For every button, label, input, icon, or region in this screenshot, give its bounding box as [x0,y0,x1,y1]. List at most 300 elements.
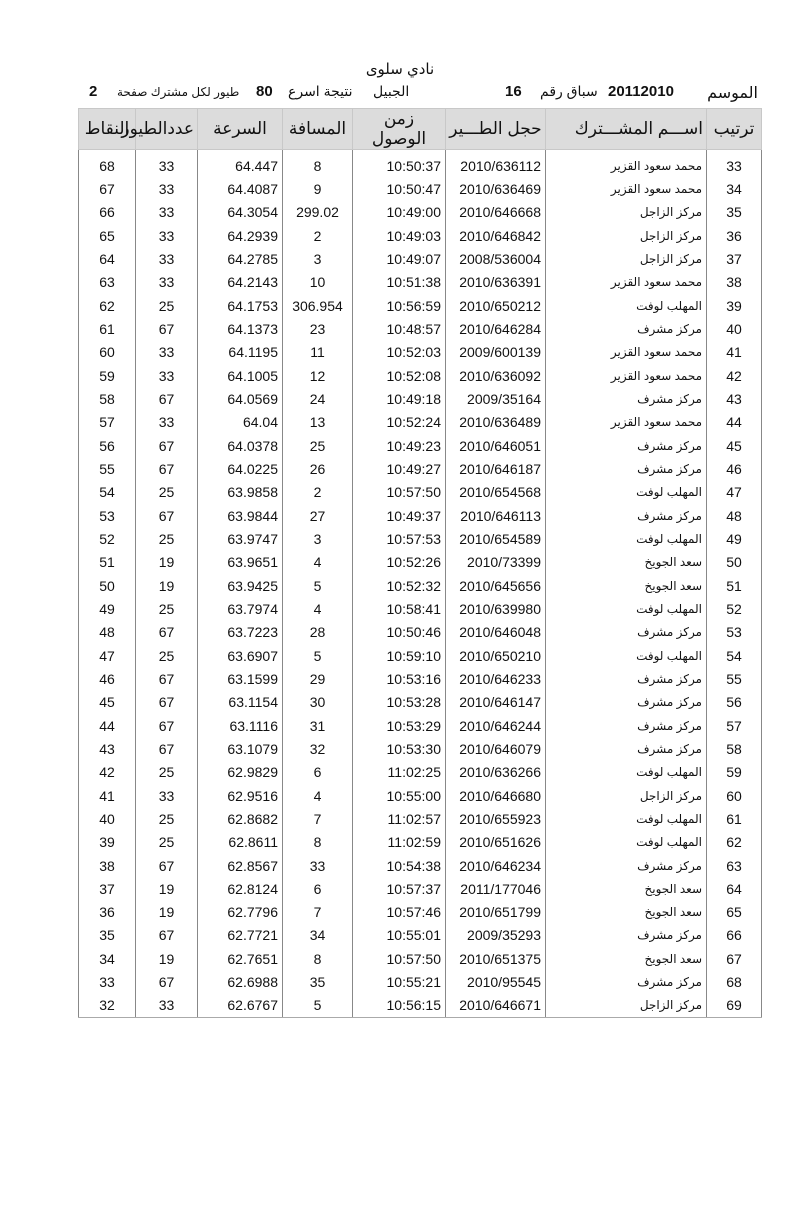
cell-distance: 4 [283,551,353,574]
cell-distance: 8 [283,947,353,970]
cell-points: 47 [79,644,136,667]
table-row [79,644,762,667]
table-row [79,387,762,410]
cell-ring-number: 2010/646079 [446,737,546,760]
cell-rank: 51 [707,574,762,597]
cell-arrival-time: 11:02:25 [353,761,446,784]
cell-speed: 62.7796 [198,901,283,924]
cell-speed: 63.6907 [198,644,283,667]
cell-rank: 48 [707,504,762,527]
cell-distance: 5 [283,644,353,667]
cell-arrival-time: 10:59:10 [353,644,446,667]
cell-ring-number: 2010/646147 [446,691,546,714]
table-row [79,947,762,970]
cell-points: 37 [79,877,136,900]
cell-rank: 61 [707,807,762,830]
cell-arrival-time: 10:52:32 [353,574,446,597]
cell-ring-number: 2010/639980 [446,597,546,620]
cell-points: 32 [79,994,136,1018]
cell-points: 66 [79,201,136,224]
cell-arrival-time: 10:57:50 [353,481,446,504]
cell-participant-name: المهلب لوفت [546,597,707,620]
cell-rank: 69 [707,994,762,1018]
table-row [79,294,762,317]
cell-distance: 4 [283,784,353,807]
cell-distance: 8 [283,831,353,854]
cell-distance: 5 [283,574,353,597]
cell-distance: 12 [283,364,353,387]
cell-bird-count: 67 [136,924,198,947]
cell-ring-number: 2010/650212 [446,294,546,317]
cell-arrival-time: 10:57:50 [353,947,446,970]
cell-bird-count: 25 [136,761,198,784]
cell-bird-count: 67 [136,667,198,690]
cell-arrival-time: 10:52:26 [353,551,446,574]
cell-points: 55 [79,457,136,480]
cell-distance: 27 [283,504,353,527]
cell-distance: 25 [283,434,353,457]
cell-bird-count: 67 [136,434,198,457]
race-number: 16 [505,83,522,100]
race-label: سباق رقم [540,83,598,99]
cell-bird-count: 25 [136,807,198,830]
cell-distance: 23 [283,317,353,340]
table-row [79,224,762,247]
cell-participant-name: محمد سعود القزير [546,177,707,200]
cell-bird-count: 67 [136,504,198,527]
cell-points: 63 [79,271,136,294]
cell-participant-name: المهلب لوفت [546,481,707,504]
cell-points: 56 [79,434,136,457]
cell-points: 64 [79,247,136,270]
cell-bird-count: 33 [136,224,198,247]
page-number: 2 [89,83,98,100]
cell-rank: 33 [707,154,762,177]
result-label: نتيجة اسرع [288,83,353,99]
cell-distance: 11 [283,341,353,364]
cell-ring-number: 2010/646680 [446,784,546,807]
cell-speed: 64.0569 [198,387,283,410]
cell-speed: 62.8611 [198,831,283,854]
cell-participant-name: مركز مشرف [546,737,707,760]
cell-rank: 43 [707,387,762,410]
cell-rank: 49 [707,527,762,550]
cell-arrival-time: 10:57:37 [353,877,446,900]
cell-speed: 62.9829 [198,761,283,784]
cell-ring-number: 2010/646233 [446,667,546,690]
cell-arrival-time: 10:49:07 [353,247,446,270]
cell-speed: 63.9651 [198,551,283,574]
cell-ring-number: 2010/636489 [446,411,546,434]
cell-bird-count: 25 [136,644,198,667]
cell-arrival-time: 10:57:46 [353,901,446,924]
cell-speed: 62.9516 [198,784,283,807]
cell-rank: 52 [707,597,762,620]
cell-points: 39 [79,831,136,854]
cell-participant-name: المهلب لوفت [546,761,707,784]
cell-rank: 64 [707,877,762,900]
cell-participant-name: المهلب لوفت [546,527,707,550]
cell-participant-name: محمد سعود القزير [546,411,707,434]
cell-distance: 7 [283,807,353,830]
table-row [79,411,762,434]
cell-speed: 63.1116 [198,714,283,737]
cell-arrival-time: 10:58:41 [353,597,446,620]
cell-participant-name: سعد الجويخ [546,947,707,970]
cell-speed: 62.6988 [198,970,283,993]
cell-rank: 46 [707,457,762,480]
cell-points: 42 [79,761,136,784]
cell-rank: 63 [707,854,762,877]
cell-points: 59 [79,364,136,387]
cell-rank: 47 [707,481,762,504]
per-participant-label: طيور لكل مشترك صفحة [117,85,240,99]
cell-participant-name: مركز مشرف [546,504,707,527]
cell-points: 43 [79,737,136,760]
table-row [79,784,762,807]
cell-participant-name: محمد سعود القزير [546,341,707,364]
cell-points: 50 [79,574,136,597]
cell-distance: 6 [283,877,353,900]
cell-participant-name: محمد سعود القزير [546,271,707,294]
table-row [79,457,762,480]
cell-ring-number: 2010/646668 [446,201,546,224]
cell-speed: 62.8124 [198,877,283,900]
cell-points: 36 [79,901,136,924]
cell-distance: 2 [283,224,353,247]
col-speed: السرعة [198,109,283,150]
cell-speed: 64.1373 [198,317,283,340]
cell-distance: 32 [283,737,353,760]
cell-participant-name: مركز مشرف [546,691,707,714]
cell-distance: 4 [283,597,353,620]
cell-speed: 62.7651 [198,947,283,970]
table-row [79,527,762,550]
cell-rank: 39 [707,294,762,317]
cell-bird-count: 67 [136,457,198,480]
table-row [79,854,762,877]
cell-arrival-time: 10:49:37 [353,504,446,527]
cell-distance: 29 [283,667,353,690]
cell-bird-count: 67 [136,691,198,714]
cell-participant-name: مركز الزاجل [546,994,707,1018]
cell-ring-number: 2010/651626 [446,831,546,854]
cell-participant-name: المهلب لوفت [546,807,707,830]
col-participant-name: اســـم المشـــترك [546,109,707,150]
cell-points: 62 [79,294,136,317]
cell-distance: 31 [283,714,353,737]
cell-distance: 3 [283,527,353,550]
cell-ring-number: 2010/95545 [446,970,546,993]
cell-ring-number: 2010/73399 [446,551,546,574]
cell-ring-number: 2010/646048 [446,621,546,644]
table-row [79,807,762,830]
table-row [79,247,762,270]
cell-rank: 38 [707,271,762,294]
cell-bird-count: 25 [136,294,198,317]
cell-points: 44 [79,714,136,737]
results-table [78,108,762,1018]
cell-rank: 41 [707,341,762,364]
cell-bird-count: 67 [136,387,198,410]
cell-participant-name: مركز مشرف [546,970,707,993]
cell-rank: 36 [707,224,762,247]
cell-participant-name: مركز مشرف [546,621,707,644]
cell-arrival-time: 10:53:29 [353,714,446,737]
cell-arrival-time: 10:49:00 [353,201,446,224]
cell-ring-number: 2010/646234 [446,854,546,877]
cell-speed: 64.1005 [198,364,283,387]
cell-distance: 7 [283,901,353,924]
cell-points: 60 [79,341,136,364]
cell-speed: 64.04 [198,411,283,434]
cell-distance: 30 [283,691,353,714]
cell-rank: 66 [707,924,762,947]
cell-bird-count: 33 [136,154,198,177]
cell-bird-count: 25 [136,481,198,504]
cell-points: 54 [79,481,136,504]
table-row [79,831,762,854]
table-row [79,761,762,784]
table-row [79,714,762,737]
cell-arrival-time: 10:53:16 [353,667,446,690]
cell-points: 65 [79,224,136,247]
cell-ring-number: 2010/646187 [446,457,546,480]
cell-distance: 6 [283,761,353,784]
table-row [79,597,762,620]
cell-points: 41 [79,784,136,807]
cell-speed: 64.447 [198,154,283,177]
cell-bird-count: 25 [136,527,198,550]
cell-ring-number: 2010/646842 [446,224,546,247]
cell-bird-count: 67 [136,854,198,877]
cell-ring-number: 2011/177046 [446,877,546,900]
cell-bird-count: 19 [136,877,198,900]
table-row [79,154,762,177]
cell-speed: 63.1599 [198,667,283,690]
cell-ring-number: 2009/35293 [446,924,546,947]
cell-distance: 8 [283,154,353,177]
cell-ring-number: 2010/646244 [446,714,546,737]
cell-bird-count: 33 [136,364,198,387]
cell-participant-name: محمد سعود القزير [546,364,707,387]
cell-ring-number: 2010/651375 [446,947,546,970]
cell-points: 49 [79,597,136,620]
cell-speed: 64.0378 [198,434,283,457]
cell-bird-count: 19 [136,551,198,574]
cell-points: 46 [79,667,136,690]
cell-rank: 35 [707,201,762,224]
cell-rank: 42 [707,364,762,387]
cell-speed: 64.3054 [198,201,283,224]
cell-speed: 64.0225 [198,457,283,480]
table-row [79,201,762,224]
cell-ring-number: 2010/636092 [446,364,546,387]
cell-participant-name: مركز مشرف [546,714,707,737]
cell-arrival-time: 10:53:30 [353,737,446,760]
cell-points: 48 [79,621,136,644]
cell-participant-name: محمد سعود القزير [546,154,707,177]
cell-ring-number: 2010/655923 [446,807,546,830]
cell-bird-count: 33 [136,271,198,294]
cell-distance: 2 [283,481,353,504]
cell-participant-name: مركز الزاجل [546,201,707,224]
cell-rank: 68 [707,970,762,993]
cell-arrival-time: 10:49:23 [353,434,446,457]
cell-distance: 34 [283,924,353,947]
cell-speed: 63.1079 [198,737,283,760]
cell-rank: 54 [707,644,762,667]
cell-points: 45 [79,691,136,714]
cell-bird-count: 33 [136,341,198,364]
col-ring-number: حجل الطـــير [446,109,546,150]
cell-bird-count: 33 [136,411,198,434]
cell-ring-number: 2010/646284 [446,317,546,340]
cell-arrival-time: 10:56:59 [353,294,446,317]
cell-ring-number: 2009/600139 [446,341,546,364]
birds-count: 80 [256,83,273,100]
race-location: الجبيل [373,83,410,99]
cell-participant-name: مركز الزاجل [546,784,707,807]
cell-participant-name: مركز مشرف [546,924,707,947]
cell-rank: 55 [707,667,762,690]
col-distance: المسافة [283,109,353,150]
cell-speed: 63.9858 [198,481,283,504]
table-row [79,574,762,597]
cell-ring-number: 2010/636469 [446,177,546,200]
cell-points: 57 [79,411,136,434]
cell-ring-number: 2010/636391 [446,271,546,294]
cell-speed: 63.9844 [198,504,283,527]
cell-points: 52 [79,527,136,550]
cell-arrival-time: 10:55:00 [353,784,446,807]
cell-rank: 67 [707,947,762,970]
table-header-row [79,109,762,150]
season-label: الموسم [707,85,758,102]
cell-distance: 33 [283,854,353,877]
cell-bird-count: 25 [136,831,198,854]
cell-bird-count: 33 [136,784,198,807]
table-row [79,481,762,504]
col-points: النقاط [79,109,136,150]
cell-ring-number: 2010/654568 [446,481,546,504]
cell-bird-count: 19 [136,901,198,924]
cell-rank: 65 [707,901,762,924]
col-bird-count: عددالطيور [136,109,198,150]
table-row [79,737,762,760]
table-row [79,504,762,527]
cell-ring-number: 2010/646113 [446,504,546,527]
cell-ring-number: 2010/651799 [446,901,546,924]
cell-participant-name: مركز مشرف [546,457,707,480]
cell-arrival-time: 10:55:01 [353,924,446,947]
cell-arrival-time: 10:50:47 [353,177,446,200]
cell-bird-count: 67 [136,714,198,737]
cell-participant-name: مركز الزاجل [546,247,707,270]
cell-distance: 35 [283,970,353,993]
cell-participant-name: مركز الزاجل [546,224,707,247]
cell-arrival-time: 10:52:24 [353,411,446,434]
col-rank: ترتيب [707,109,762,150]
cell-distance: 26 [283,457,353,480]
cell-participant-name: مركز مشرف [546,317,707,340]
cell-arrival-time: 10:49:03 [353,224,446,247]
cell-participant-name: سعد الجويخ [546,551,707,574]
table-row [79,877,762,900]
cell-ring-number: 2008/536004 [446,247,546,270]
cell-points: 38 [79,854,136,877]
cell-distance: 28 [283,621,353,644]
cell-bird-count: 19 [136,947,198,970]
cell-bird-count: 67 [136,970,198,993]
cell-bird-count: 19 [136,574,198,597]
season-value: 20112010 [608,83,674,100]
col-arrival-time: زمن الوصول [353,109,446,150]
cell-ring-number: 2010/636112 [446,154,546,177]
table-row [79,621,762,644]
cell-participant-name: سعد الجويخ [546,574,707,597]
cell-participant-name: مركز مشرف [546,667,707,690]
cell-points: 51 [79,551,136,574]
cell-rank: 37 [707,247,762,270]
cell-rank: 62 [707,831,762,854]
cell-participant-name: مركز مشرف [546,854,707,877]
cell-participant-name: مركز مشرف [546,434,707,457]
cell-arrival-time: 10:53:28 [353,691,446,714]
cell-speed: 64.2785 [198,247,283,270]
cell-points: 40 [79,807,136,830]
table-row [79,434,762,457]
cell-participant-name: المهلب لوفت [546,644,707,667]
table-row [79,667,762,690]
cell-speed: 63.7223 [198,621,283,644]
cell-distance: 10 [283,271,353,294]
table-row [79,901,762,924]
cell-points: 58 [79,387,136,410]
cell-arrival-time: 11:02:59 [353,831,446,854]
cell-speed: 62.7721 [198,924,283,947]
cell-ring-number: 2010/646671 [446,994,546,1018]
table-row [79,691,762,714]
cell-ring-number: 2009/35164 [446,387,546,410]
cell-participant-name: مركز مشرف [546,387,707,410]
cell-distance: 13 [283,411,353,434]
cell-points: 33 [79,970,136,993]
cell-arrival-time: 10:54:38 [353,854,446,877]
cell-speed: 64.1195 [198,341,283,364]
cell-arrival-time: 10:49:27 [353,457,446,480]
cell-speed: 63.9425 [198,574,283,597]
cell-ring-number: 2010/654589 [446,527,546,550]
cell-distance: 306.954 [283,294,353,317]
table-row [79,364,762,387]
cell-rank: 34 [707,177,762,200]
cell-points: 35 [79,924,136,947]
table-row [79,317,762,340]
table-row [79,177,762,200]
cell-speed: 64.2143 [198,271,283,294]
cell-bird-count: 67 [136,621,198,644]
cell-speed: 63.1154 [198,691,283,714]
cell-bird-count: 33 [136,177,198,200]
cell-rank: 45 [707,434,762,457]
cell-arrival-time: 10:50:37 [353,154,446,177]
cell-arrival-time: 10:55:21 [353,970,446,993]
cell-arrival-time: 10:48:57 [353,317,446,340]
cell-rank: 50 [707,551,762,574]
cell-participant-name: سعد الجويخ [546,901,707,924]
table-row [79,924,762,947]
